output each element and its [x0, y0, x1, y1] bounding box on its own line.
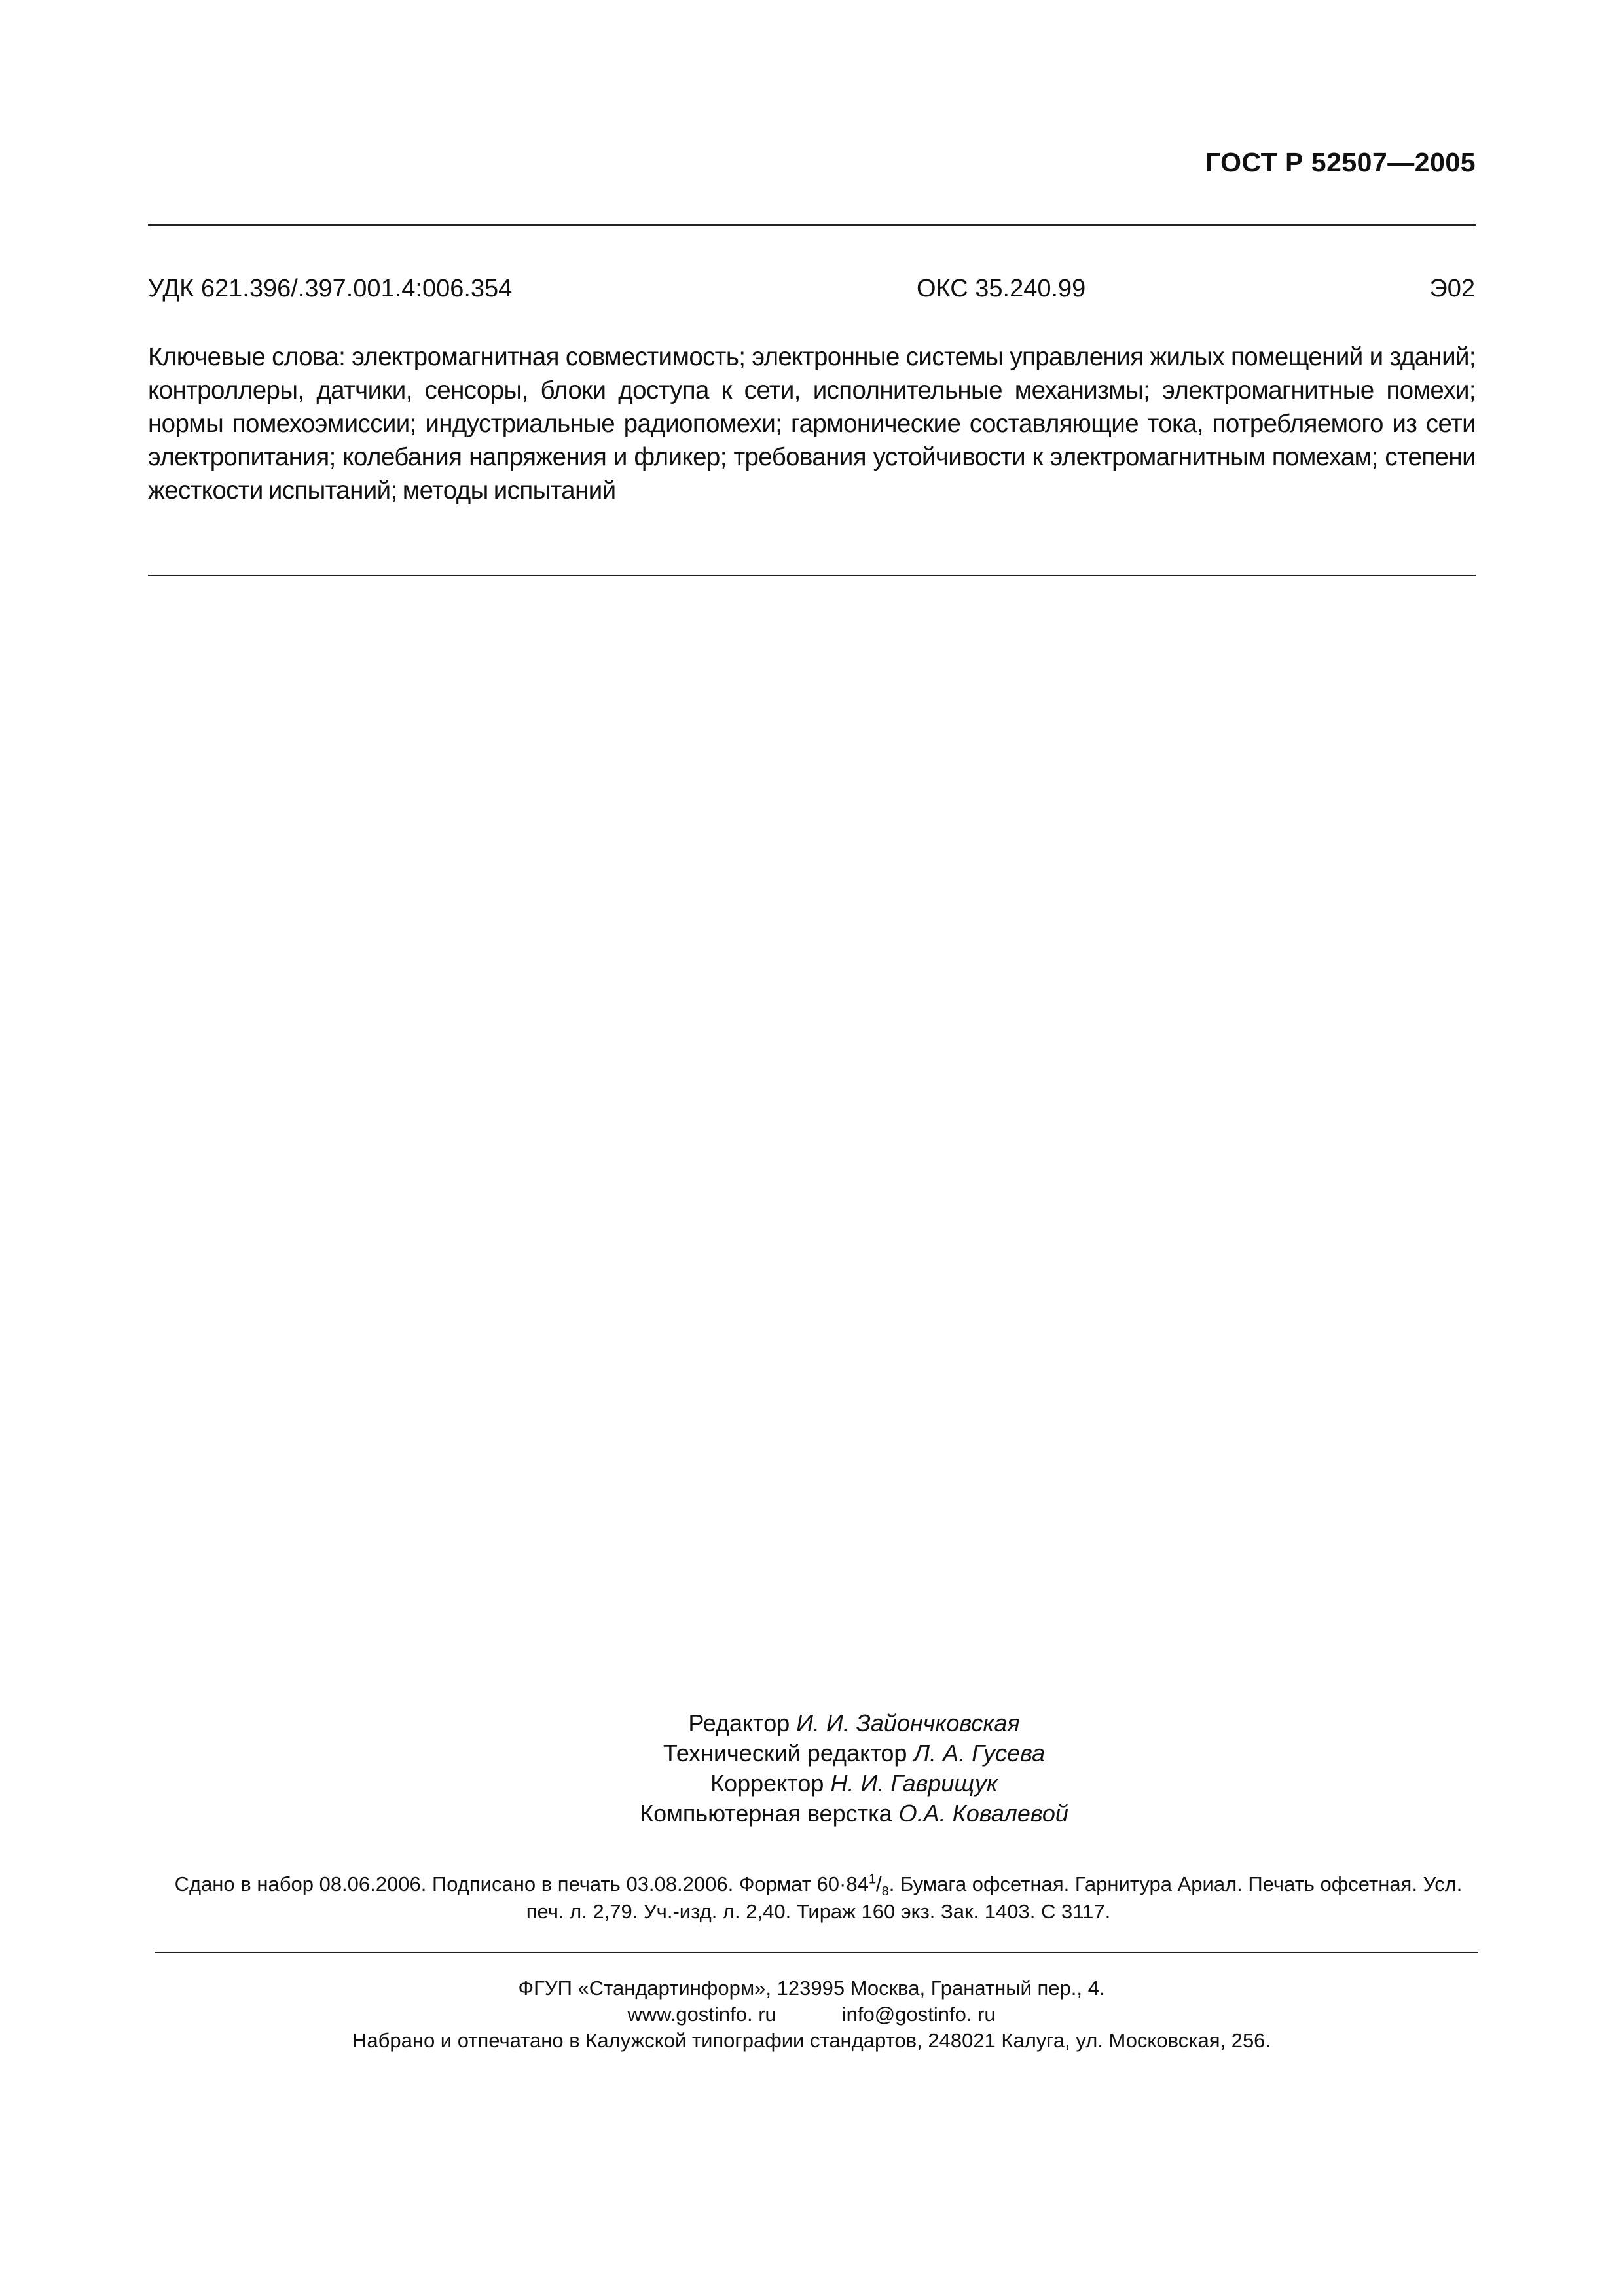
credit-role: Технический редактор: [663, 1740, 907, 1767]
format-fraction-separator: /: [875, 1873, 882, 1895]
credit-role: Редактор: [688, 1710, 790, 1736]
printing-house: Набрано и отпечатано в Калужской типографии стандартов, 248021 Калуга, ул. Московская, 256.: [352, 2029, 1271, 2052]
print-info-text: Сдано в набор 08.06.2006. Подписано в печать 03.08.2006. Формат 60·84: [174, 1873, 869, 1895]
credit-tech-editor: [0, 1738, 1623, 1768]
credit-name: О.А. Ковалевой: [898, 1800, 1068, 1827]
credit-name: Л. А. Гусева: [913, 1740, 1046, 1767]
udk-code: УДК 621.396/.397.001.4:006.354: [148, 275, 513, 302]
publisher-contacts: [0, 2001, 1623, 2028]
publisher-email-link[interactable]: info@gostinfo. ru: [841, 2003, 996, 2026]
imprint-divider: [155, 1952, 1478, 1953]
credit-role: Компьютерная верстка: [640, 1800, 892, 1827]
keywords-divider: [148, 575, 1476, 576]
print-info: [170, 1871, 1467, 1926]
credit-name: Н. И. Гаврищук: [830, 1770, 998, 1797]
publisher-address: ФГУП «Стандартинформ», 123995 Москва, Гранатный пер., 4.: [518, 1977, 1105, 2000]
print-info-text-continued: . Бумага офсетная. Гарнитура Ариал. Печать офсетная. Усл. печ. л. 2,79. Уч.-изд. л. 2,40. Тираж 160 экз. Зак. 1403. С 3117.: [526, 1873, 1463, 1923]
classification-row: [148, 275, 1475, 308]
publisher-block: [0, 1975, 1623, 2054]
oks-code: ОКС 35.240.99: [917, 275, 1086, 302]
credit-role: Корректор: [710, 1770, 824, 1797]
credit-name: И. И. Зайончковская: [796, 1710, 1020, 1736]
format-fraction-denominator: 8: [881, 1884, 889, 1899]
credits-block: [0, 1708, 1623, 1829]
credit-layout: [0, 1799, 1623, 1829]
publisher-website-link[interactable]: www.gostinfo. ru: [627, 2003, 776, 2026]
format-fraction-numerator: 1: [868, 1872, 876, 1887]
header-divider: [148, 224, 1476, 226]
group-code: Э02: [1429, 275, 1475, 302]
document-code: ГОСТ Р 52507—2005: [1205, 147, 1476, 177]
credit-proofreader: [0, 1768, 1623, 1799]
keywords-paragraph: Ключевые слова: электромагнитная совместимость; электронные системы управления жилых помещений и зданий; контроллеры, датчики, сенсоры, блоки доступа к сети, исполнительные механизмы; электромагнитные помехи; нормы помехоэмиссии; индустриальные радиопомехи; гармонические составляющие тока, потребляемого из сети электропитания; колебания напряжения и фликер; требования устойчивости к электромагнитным помехам; степени жесткости испытаний; методы испытаний: [148, 343, 1476, 505]
credit-editor: [0, 1708, 1623, 1738]
